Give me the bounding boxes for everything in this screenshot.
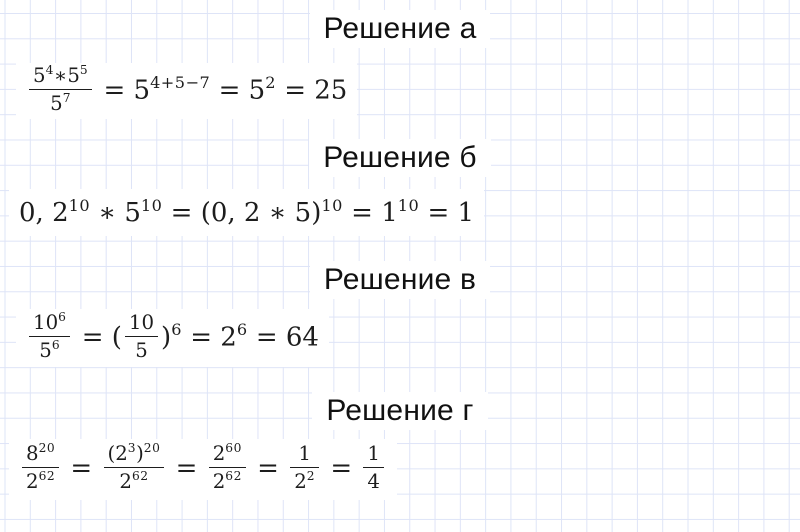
- formula-box-a: [16, 63, 357, 119]
- formula-box-g: [9, 439, 397, 500]
- section-heading-row-g: [0, 392, 800, 430]
- formula-b: 0, $2^{10}$ ∗ $5^{10} = (0$, 2 ∗ $5)^{10} = 1^{10} = 1$: [19, 195, 475, 228]
- formula-box-b: [9, 189, 484, 236]
- section-heading-row-a: [0, 10, 800, 48]
- section-heading-g: Решение г: [312, 392, 487, 430]
- section-heading-a: Решение а: [310, 10, 491, 48]
- formula-a: $\frac{5^4∗5^5}{5^7}$ = $5^{4+5-7} = 5^2 = 25$: [26, 66, 347, 117]
- formula-box-v: [16, 309, 329, 367]
- section-heading-v: Решение в: [310, 261, 490, 299]
- section-heading-b: Решение б: [309, 139, 490, 177]
- section-heading-row-b: [0, 139, 800, 177]
- formula-g: $\frac{8^{20}}{2^{62}}$ = $\frac{(2^3)^{20}}{2^{62}}$ = $\frac{2^{60}}{2^{62}}$ = $\frac{1}{2^2}$ = $\frac{1}{4}$: [19, 444, 387, 495]
- section-heading-row-v: [0, 261, 800, 299]
- formula-v: $\frac{10^6}{5^6}$ = ( $\frac{10}{5}$ )$^6 = 2^6 = 64$: [26, 313, 319, 364]
